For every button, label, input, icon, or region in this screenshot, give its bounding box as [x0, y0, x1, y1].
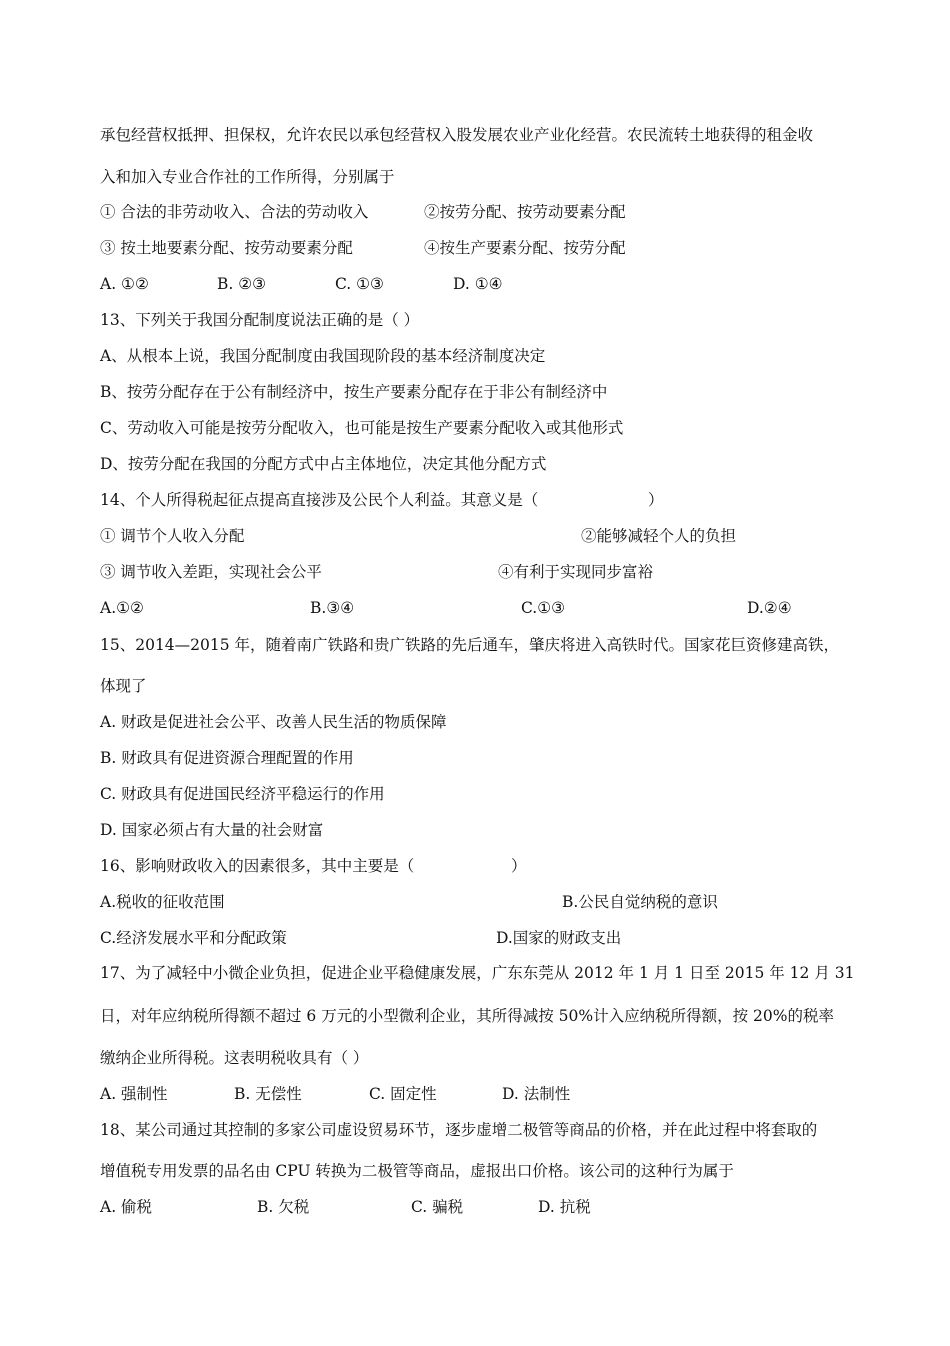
q15-option-b: B. 财政具有促进资源合理配置的作用: [100, 749, 354, 767]
q18-option-b: B. 欠税: [257, 1198, 310, 1216]
q16-option-d: D.国家的财政支出: [496, 929, 622, 947]
q14-item-3: ③ 调节收入差距，实现社会公平: [100, 563, 322, 581]
q13-stem: 13、下列关于我国分配制度说法正确的是（ ）: [100, 311, 420, 329]
q18-stem-line-1: 18、某公司通过其控制的多家公司虚设贸易环节，逐步虚增二极管等商品的价格，并在此过程中将套取的: [100, 1121, 818, 1139]
q17-option-a: A. 强制性: [100, 1085, 168, 1103]
q17-option-d: D. 法制性: [502, 1085, 571, 1103]
intro-option-a: A. ①②: [100, 275, 149, 293]
q15-stem-line-1: 15、2014—2015 年，随着南广铁路和贵广铁路的先后通车，肇庆将进入高铁时代。国家花巨资修建高铁，: [100, 636, 840, 654]
intro-item-3: ③ 按土地要素分配、按劳动要素分配: [100, 239, 353, 257]
q18-option-d: D. 抗税: [538, 1198, 591, 1216]
intro-line-2: 入和加入专业合作社的工作所得，分别属于: [100, 168, 395, 186]
intro-line-1: 承包经营权抵押、担保权，允许农民以承包经营权入股发展农业产业化经营。农民流转土地获得的租金收: [100, 126, 814, 144]
q17-option-b: B. 无偿性: [234, 1085, 302, 1103]
q15-option-d: D. 国家必须占有大量的社会财富: [100, 821, 324, 839]
q15-option-c: C. 财政具有促进国民经济平稳运行的作用: [100, 785, 385, 803]
q17-stem-line-1: 17、为了减轻中小微企业负担，促进企业平稳健康发展，广东东莞从 2012 年 1 月 1 日至 2015 年 12 月 31: [100, 964, 855, 982]
q13-option-a: A、从根本上说，我国分配制度由我国现阶段的基本经济制度决定: [100, 347, 546, 365]
q15-stem-line-2: 体现了: [100, 677, 147, 695]
intro-option-d: D. ①④: [453, 275, 503, 293]
intro-option-c: C. ①③: [335, 275, 384, 293]
q14-item-1: ① 调节个人收入分配: [100, 527, 245, 545]
q17-stem-line-2: 日，对年应纳税所得额不超过 6 万元的小型微利企业，其所得减按 50%计入应纳税所得额，按 20%的税率: [100, 1007, 834, 1025]
q15-option-a: A. 财政是促进社会公平、改善人民生活的物质保障: [100, 713, 447, 731]
intro-item-1: ① 合法的非劳动收入、合法的劳动收入: [100, 203, 369, 221]
q14-stem: 14、个人所得税起征点提高直接涉及公民个人利益。其意义是（: [100, 491, 539, 509]
q14-item-2: ②能够减轻个人的负担: [581, 527, 737, 545]
q13-option-b: B、按劳分配存在于公有制经济中，按生产要素分配存在于非公有制经济中: [100, 383, 608, 401]
q16-stem-close: ）: [511, 857, 527, 875]
q14-option-b: B.③④: [310, 599, 355, 617]
q13-option-d: D、按劳分配在我国的分配方式中占主体地位，决定其他分配方式: [100, 455, 547, 473]
intro-item-4: ④按生产要素分配、按劳分配: [424, 239, 626, 257]
q14-option-c: C.①③: [521, 599, 566, 617]
q18-option-a: A. 偷税: [100, 1198, 153, 1216]
q14-option-d: D.②④: [747, 599, 792, 617]
intro-option-b: B. ②③: [217, 275, 267, 293]
intro-item-2: ②按劳分配、按劳动要素分配: [424, 203, 626, 221]
q16-option-a: A.税收的征收范围: [100, 893, 225, 911]
q16-stem: 16、影响财政收入的因素很多，其中主要是（: [100, 857, 415, 875]
q16-option-c: C.经济发展水平和分配政策: [100, 929, 287, 947]
q13-option-c: C、劳动收入可能是按劳分配收入，也可能是按生产要素分配收入或其他形式: [100, 419, 624, 437]
q17-option-c: C. 固定性: [369, 1085, 437, 1103]
q18-option-c: C. 骗税: [411, 1198, 464, 1216]
q14-stem-close: ）: [648, 491, 664, 509]
q17-stem-line-3: 缴纳企业所得税。这表明税收具有（ ）: [100, 1049, 369, 1067]
q16-option-b: B.公民自觉纳税的意识: [562, 893, 718, 911]
q14-item-4: ④有利于实现同步富裕: [498, 563, 654, 581]
q14-option-a: A.①②: [100, 599, 144, 617]
q18-stem-line-2: 增值税专用发票的品名由 CPU 转换为二极管等商品，虚报出口价格。该公司的这种行为属于: [100, 1162, 734, 1180]
